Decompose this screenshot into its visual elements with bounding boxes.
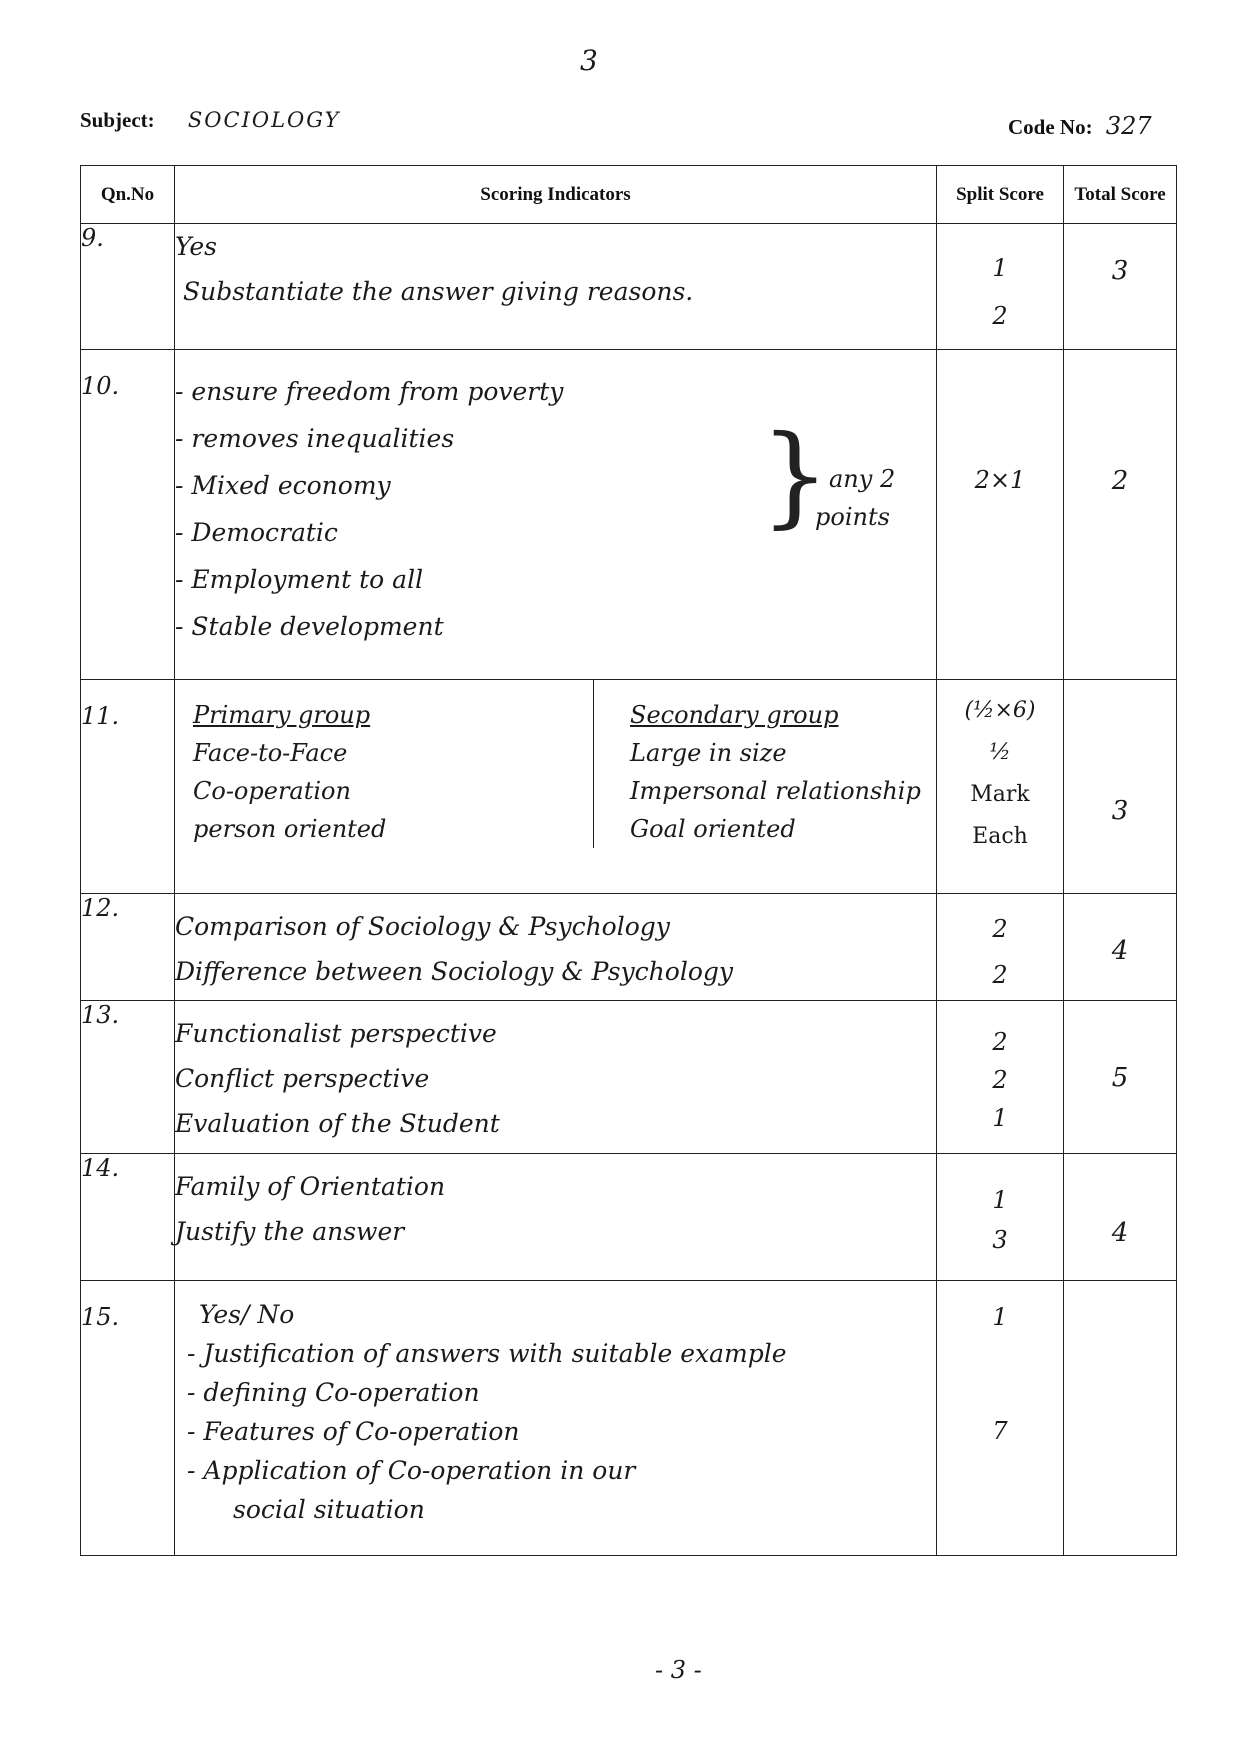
q11-secondary-line-3: Goal oriented <box>630 815 796 843</box>
total-q9: 3 <box>1064 224 1177 350</box>
q14-split-1: 1 <box>992 1186 1008 1214</box>
subject-value: SOCIOLOGY <box>187 108 341 132</box>
split-q15 <box>937 1281 1064 1556</box>
q10-line-2: - removes inequalities <box>175 424 455 453</box>
scoring-table <box>80 165 1177 1556</box>
q10-line-6: - Stable development <box>175 612 444 641</box>
q11-primary-line-2: Co-operation <box>193 777 351 805</box>
q13-line-3: Evaluation of the Student <box>175 1109 500 1138</box>
indicators-q13 <box>175 1001 937 1154</box>
q11-primary-column <box>175 680 594 848</box>
q9-line-2: Substantiate the answer giving reasons. <box>183 277 694 306</box>
qn-14: 14. <box>81 1154 175 1281</box>
indicators-q12 <box>175 894 937 1001</box>
q11-primary-line-1: Face-to-Face <box>193 739 348 767</box>
q10-note-line-2: points <box>815 503 890 531</box>
header-total: Total Score <box>1064 166 1177 224</box>
table-header-row <box>81 166 1177 224</box>
qn-9: 9. <box>81 224 175 350</box>
indicators-q15 <box>175 1281 937 1556</box>
qn-12: 12. <box>81 894 175 1001</box>
q12-split-2: 2 <box>992 961 1008 989</box>
q11-secondary-line-1: Large in size <box>630 739 787 767</box>
total-q10: 2 <box>1064 350 1177 680</box>
table-row-q14 <box>81 1154 1177 1281</box>
q11-secondary-heading: Secondary group <box>630 701 839 729</box>
q13-split-1: 2 <box>992 1028 1008 1056</box>
indicators-q11 <box>175 680 937 894</box>
q15-line-4: - Features of Co-operation <box>187 1417 520 1446</box>
q11-secondary-column <box>594 680 921 848</box>
q11-split-half: ½ <box>989 740 1011 765</box>
q15-line-6: social situation <box>233 1495 425 1524</box>
split-q10: 2×1 <box>937 350 1064 680</box>
code-value: 327 <box>1105 112 1152 140</box>
split-q9 <box>937 224 1064 350</box>
q10-line-4: - Democratic <box>175 518 338 547</box>
q15-split-1: 1 <box>992 1303 1008 1331</box>
split-q14 <box>937 1154 1064 1281</box>
q11-two-column <box>175 680 936 848</box>
q10-note <box>815 460 895 536</box>
table-row-q12 <box>81 894 1177 1001</box>
q9-line-1: Yes <box>175 232 217 261</box>
indicators-q14 <box>175 1154 937 1281</box>
q15-line-5: - Application of Co-operation in our <box>187 1456 636 1485</box>
q13-split-3: 1 <box>992 1104 1008 1132</box>
split-q12 <box>937 894 1064 1001</box>
subject-row <box>80 108 341 133</box>
q12-line-2: Difference between Sociology & Psychology <box>175 957 733 986</box>
q10-line-1: - ensure freedom from poverty <box>175 377 564 406</box>
q11-split-each: Each <box>972 824 1028 849</box>
q15-line-2: - Justification of answers with suitable example <box>187 1339 787 1368</box>
qn-10: 10. <box>81 350 175 680</box>
table-row-q11 <box>81 680 1177 894</box>
q12-line-1: Comparison of Sociology & Psychology <box>175 912 670 941</box>
table-row-q13 <box>81 1001 1177 1154</box>
split-q11 <box>937 680 1064 894</box>
q9-split-1: 1 <box>992 254 1008 282</box>
q15-split-2: 7 <box>992 1417 1008 1445</box>
brace-icon: } <box>760 411 830 539</box>
total-q11: 3 <box>1064 680 1177 894</box>
q15-line-1: Yes/ No <box>199 1300 295 1329</box>
q11-secondary-line-2: Impersonal relationship <box>630 777 921 805</box>
q13-line-2: Conflict perspective <box>175 1064 430 1093</box>
total-q13: 5 <box>1064 1001 1177 1154</box>
q10-note-line-1: any 2 <box>829 465 896 493</box>
page-number: 3 <box>580 44 598 77</box>
qn-11: 11. <box>81 680 175 894</box>
split-q13 <box>937 1001 1064 1154</box>
indicators-q9 <box>175 224 937 350</box>
code-label: Code No: <box>1008 115 1093 139</box>
q11-split-top: (½×6) <box>964 698 1036 723</box>
qn-13: 13. <box>81 1001 175 1154</box>
q9-split-2: 2 <box>992 302 1008 330</box>
q12-split-1: 2 <box>992 915 1008 943</box>
q13-line-1: Functionalist perspective <box>175 1019 497 1048</box>
subject-label: Subject: <box>80 108 155 132</box>
total-q14: 4 <box>1064 1154 1177 1281</box>
indicators-q10 <box>175 350 937 680</box>
header-qn: Qn.No <box>81 166 175 224</box>
q11-split-mark: Mark <box>970 782 1030 807</box>
q13-split-2: 2 <box>992 1066 1008 1094</box>
header-indicators: Scoring Indicators <box>175 166 937 224</box>
q15-line-3: - defining Co-operation <box>187 1378 480 1407</box>
header-split: Split Score <box>937 166 1064 224</box>
qn-15: 15. <box>81 1281 175 1556</box>
code-row <box>1008 112 1152 140</box>
q14-line-2: Justify the answer <box>175 1217 405 1246</box>
table-row-q15 <box>81 1281 1177 1556</box>
table-row-q10 <box>81 350 1177 680</box>
q11-primary-heading: Primary group <box>193 701 371 729</box>
q11-primary-line-3: person oriented <box>193 815 387 843</box>
table-row-q9 <box>81 224 1177 350</box>
total-q15 <box>1064 1281 1177 1556</box>
q10-line-3: - Mixed economy <box>175 471 391 500</box>
footer-page-number: - 3 - <box>655 1656 702 1684</box>
total-q12: 4 <box>1064 894 1177 1001</box>
q10-line-5: - Employment to all <box>175 565 424 594</box>
q14-line-1: Family of Orientation <box>175 1172 446 1201</box>
q14-split-2: 3 <box>992 1226 1008 1254</box>
